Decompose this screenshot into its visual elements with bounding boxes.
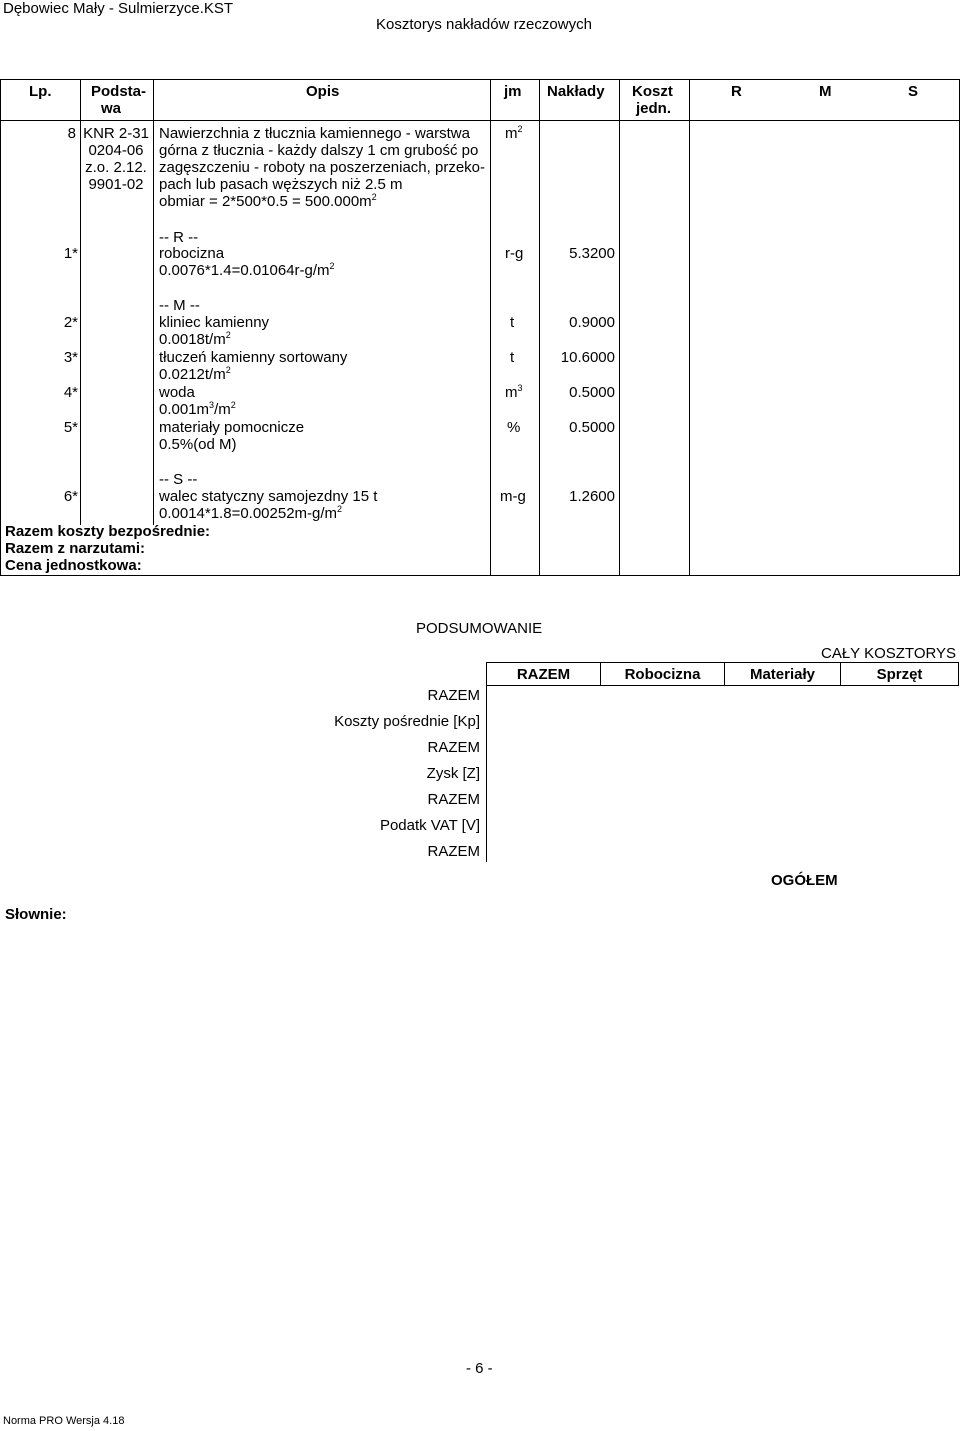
file-title: Dębowiec Mały - Sulmierzyce.KST: [3, 0, 234, 17]
header-koszt-jedn: jedn.: [636, 100, 672, 117]
table-top-border: [0, 79, 960, 80]
summary-row-label: RAZEM: [427, 739, 480, 756]
item-unit: m-g: [500, 488, 526, 505]
item-norm: 0.5%(od M): [159, 436, 237, 453]
item-name: robocizna: [159, 245, 225, 262]
total-with-overheads: Razem z narzutami:: [5, 540, 146, 557]
page-number: - 6 -: [466, 1360, 493, 1377]
position-description-line: zagęszczeniu - roboty na poszerzeniach, przeko-: [159, 159, 486, 176]
item-norm: $0.0076*1.4=0.01064r-g/m^2$: [159, 261, 335, 279]
summary-row-label: Podatk VAT [V]: [379, 817, 480, 834]
in-words-label: Słownie:: [5, 906, 67, 923]
position-description-line: górna z tłucznia - każdy dalszy 1 cm grubość po: [159, 142, 479, 159]
position-measure: obmiar = $2*500*0.5 = 500.000m^2$: [159, 192, 377, 210]
item-quantity: 0.5000: [569, 384, 615, 401]
position-basis-line: z.o. 2.12.: [85, 159, 147, 176]
summary-col-equipment: Sprzęt: [876, 666, 923, 683]
col-divider-left: [0, 79, 1, 576]
item-name: woda: [159, 384, 195, 401]
position-number: 8: [67, 125, 76, 142]
header-podstawa: Podsta-: [91, 83, 147, 100]
item-quantity: 10.6000: [560, 349, 615, 366]
item-number: 6*: [63, 488, 78, 505]
col-divider-desc: [490, 79, 491, 576]
header-m: M: [819, 83, 832, 100]
table-bottom-border: [0, 575, 960, 576]
unit-price: Cena jednostkowa:: [5, 557, 142, 574]
item-quantity: 0.5000: [569, 419, 615, 436]
position-description-line: Nawierzchnia z tłucznia kamiennego - warstwa: [159, 125, 470, 142]
item-quantity: 0.9000: [569, 314, 615, 331]
summary-title: PODSUMOWANIE: [416, 620, 543, 637]
col-divider-naklady: [619, 79, 620, 576]
whole-estimate-label: CAŁY KOSZTORYS: [821, 645, 957, 662]
item-number: 4*: [63, 384, 78, 401]
position-basis-line: 0204-06: [88, 142, 144, 159]
header-koszt: Koszt: [632, 83, 673, 100]
header-lp: Lp.: [29, 83, 52, 100]
section-s-label: -- S --: [159, 471, 198, 488]
summary-table-header-divider: [486, 685, 959, 686]
item-norm: $0.0014*1.8=0.00252m-g/m^2$: [159, 504, 343, 522]
item-quantity: 5.3200: [569, 245, 615, 262]
item-name: tłuczeń kamienny sortowany: [159, 349, 348, 366]
software-version: Norma PRO Wersja 4.18: [3, 1415, 125, 1427]
header-naklady: Nakłady: [547, 83, 605, 100]
item-name: materiały pomocnicze: [159, 419, 305, 436]
summary-row-label: RAZEM: [427, 687, 480, 704]
summary-row-label: Zysk [Z]: [426, 765, 480, 782]
summary-col-materials: Materiały: [749, 666, 816, 683]
item-unit: %: [507, 419, 521, 436]
position-unit: $m^2$: [505, 124, 523, 142]
item-number: 3*: [63, 349, 78, 366]
item-name: kliniec kamienny: [159, 314, 270, 331]
position-basis-line: KNR 2-31: [83, 125, 149, 142]
item-unit: t: [510, 349, 515, 366]
summary-row-label: RAZEM: [427, 791, 480, 808]
header-opis: Opis: [306, 83, 340, 100]
total-direct-costs: Razem koszty bezpośrednie:: [5, 523, 211, 540]
item-norm: $0.0212t/m^2$: [159, 365, 231, 383]
item-unit: t: [510, 314, 515, 331]
summary-row-label: Koszty pośrednie [Kp]: [334, 713, 480, 730]
table-header-divider: [0, 120, 960, 121]
summary-table-left: [486, 662, 487, 862]
item-quantity: 1.2600: [569, 488, 615, 505]
section-r-label: -- R --: [159, 229, 199, 246]
col-divider-lp: [80, 79, 81, 525]
header-r: R: [731, 83, 742, 100]
grand-total-label: OGÓŁEM: [771, 872, 838, 889]
position-description-line: pach lub pasach węższych niż 2.5 m: [159, 176, 403, 193]
col-divider-koszt: [689, 79, 690, 576]
item-number: 5*: [63, 419, 78, 436]
summary-table-right: [958, 662, 959, 685]
item-unit: $m^3$: [505, 383, 523, 401]
summary-row-label: RAZEM: [427, 843, 480, 860]
item-norm: $0.001m^3/m^2$: [159, 400, 236, 418]
header-podstawa-cont: wa: [101, 100, 122, 117]
summary-table-top: [486, 662, 959, 663]
section-m-label: -- M --: [159, 297, 200, 314]
item-name: walec statyczny samojezdny 15 t: [159, 488, 378, 505]
header-s: S: [908, 83, 919, 100]
item-norm: $0.0018t/m^2$: [159, 330, 231, 348]
item-number: 1*: [63, 245, 78, 262]
summary-col-total: RAZEM: [516, 666, 571, 683]
document-title: Kosztorys nakładów rzeczowych: [376, 16, 592, 33]
position-basis-line: 9901-02: [88, 176, 144, 193]
summary-col-labour: Robocizna: [624, 666, 701, 683]
col-divider-basis: [153, 79, 154, 525]
item-number: 2*: [63, 314, 78, 331]
item-unit: r-g: [505, 245, 524, 262]
header-jm: jm: [504, 83, 522, 100]
